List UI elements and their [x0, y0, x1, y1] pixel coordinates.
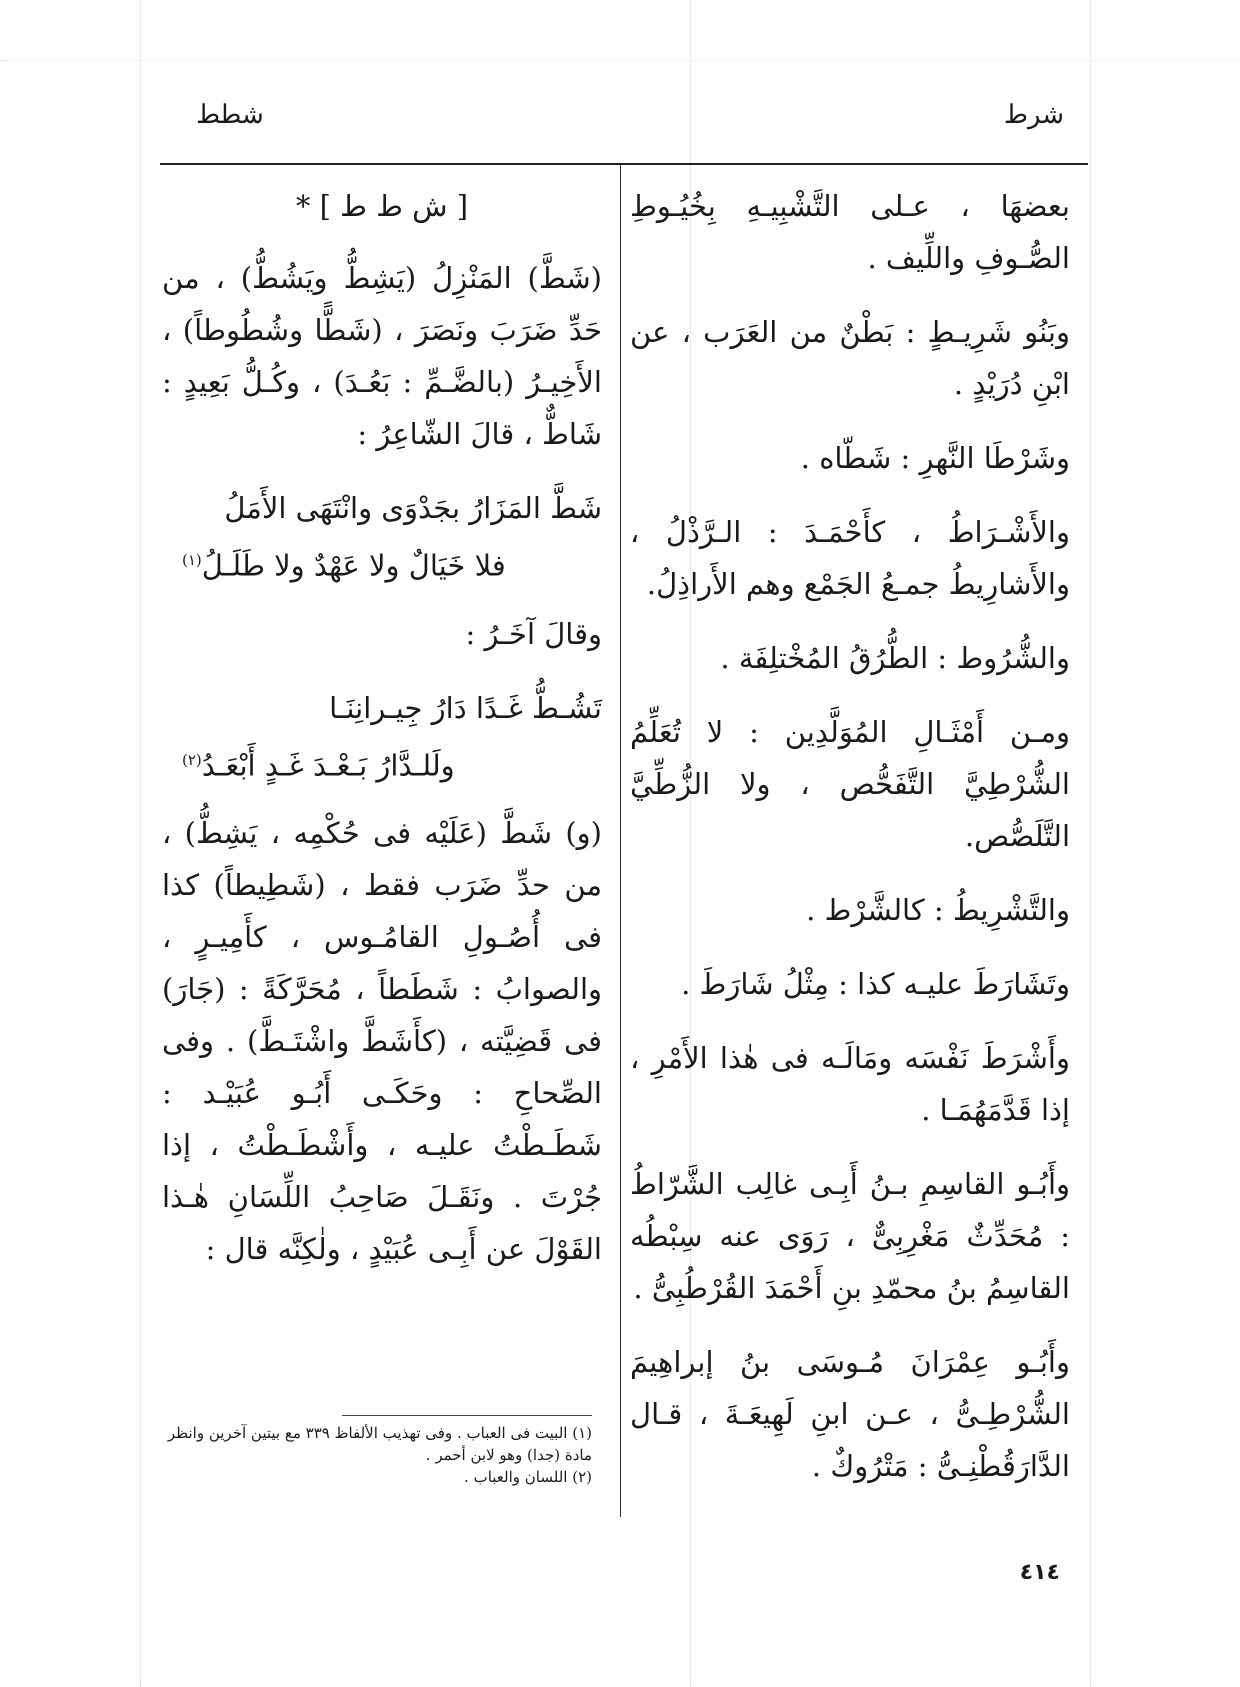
root-heading: [ ش ط ط ] *: [295, 189, 469, 223]
entry-paragraph: وشَرْطَا النَّهرِ : شَطّاه .: [800, 441, 1070, 475]
verse-line: [162, 534, 602, 592]
scan-artifact-line: [1090, 0, 1091, 1687]
column-divider: [620, 165, 621, 1517]
page-number: ٤١٤: [1019, 1560, 1060, 1585]
scan-artifact-line: [0, 60, 1240, 61]
verse-text: ولَلـدَّارُ بَـعْـدَ غَـدٍ أَبْعَـدُ: [201, 748, 455, 783]
footnote-marker: (١): [182, 551, 202, 569]
entry-paragraph: بعضهَا ، عـلى التَّشْبِيـهِ بِخُيُـوطِ الصُّـوفِ واللِّيف .: [630, 189, 1070, 275]
verse-line: [162, 734, 602, 792]
entry-paragraph: وأَشْرَطَ نَفْسَه ومَالَـه فى هٰذا الأَمْرِ ، إذا قَدَّمَهُمَـا .: [630, 1041, 1070, 1127]
right-column: [630, 180, 1070, 1514]
left-column: [162, 180, 602, 1297]
footnote: (١) البيت فى العباب . وفى تهذيب الألفاظ ٣٣٩ مع بيتين آخرين وانظر مادة (جدا) وهو لابن أحمر .: [167, 1424, 592, 1464]
running-header-right: شرط: [1003, 100, 1064, 130]
running-header-left: شطط: [196, 100, 264, 130]
entry-paragraph: وتَشَارَطَ عليـه كذا : مِثْلُ شَارَطَ .: [681, 967, 1070, 1001]
verse-line: شَطَّ المَزَارُ بجَدْوَى وانْتَهَى الأَمَلُ: [224, 491, 602, 525]
header-rule: [160, 163, 1088, 165]
entry-paragraph: والشُّرُوط : الطُّرُقُ المُخْتلِفَة .: [720, 641, 1070, 675]
entry-paragraph: وبَنُو شَرِيـطٍ : بَطْنٌ من العَرَب ، عن ابْنِ دُرَيْدٍ .: [630, 315, 1070, 401]
verse-line: تَشُـطُّ غَـدًا دَارُ جِيـرانِنَـا: [329, 690, 602, 725]
entry-paragraph: (و) شَطَّ (عَلَيْه فى حُكْمِه ، يَشِطُّ) ، من حدِّ ضَرَب فقط ، (شَطِيطاً) كذا فى أُصُـولِ القامُـوس ، كأَمِيـرٍ ، والصوابُ : شَطَطاً ، مُحَرَّكَةً : (جَارَ) فى قَضِيَّته ، (كأَشَطَّ واشْتَـطَّ) . وفى الصِّحاحِ : وحَكَـى أَبُـو عُبَيْـد : شَطَـطْتُ عليـه ، وأَشْطَـطْتُ ، إذا جُرْتَ . ونَقَـلَ صَاحِبُ اللِّسَانِ هٰـذا القَوْلَ عن أَبِـى عُبَيْدٍ ، ولٰكِنَّه قال :: [162, 816, 602, 1267]
footnotes: [162, 1422, 592, 1488]
entry-paragraph: وأَبُـو عِمْرَانَ مُـوسَى بنُ إبراهِيمَ الشُّرْطِـىُّ ، عـن ابنِ لَهِيعَـةَ ، قـال الدَّارَقُطْنِـىُّ : مَتْرُوكٌ .: [630, 1345, 1070, 1483]
entry-paragraph: ومـن أَمْثَـالِ المُوَلَّدِين : لا تُعَلِّمُ الشُّرْطِيَّ التَّفَحُّص ، ولا الزُّطِّيَّ التَّلَصُّص.: [630, 715, 1070, 853]
scan-artifact-line: [140, 0, 141, 1687]
verse-intro: وقالَ آخَـرُ :: [465, 616, 602, 651]
entry-paragraph: والتَّشْرِيطُ : كالشَّرْط .: [806, 893, 1070, 927]
entry-paragraph: (شَطَّ) المَنْزِلُ (يَشِطُّ ويَشُطُّ) ، من حَدِّ ضَرَبَ ونَصَرَ ، (شَطًّا وشُطُوطاً) ، الأَخِيـرُ (بالضَّـمِّ : بَعُـدَ) ، وكُـلُّ بَعِيدٍ : شَاطٌّ ، قالَ الشّاعِرُ :: [162, 261, 602, 451]
entry-paragraph: وأَبُـو القاسِمِ بـنُ أَبِـى غالِب الشَّرّاطُ : مُحَدِّثٌ مَغْرِبِىٌّ ، رَوَى عنه سِبْطُه القاسِمُ بنُ محمّدِ بنِ أَحْمَدَ القُرْطُبِىُّ .: [630, 1167, 1070, 1305]
footnote-rule: [342, 1415, 592, 1416]
footnote: (٢) اللسان والعباب .: [464, 1468, 592, 1486]
verse-text: فلا خَيَالٌ ولا عَهْدٌ ولا طَلَـلُ: [201, 548, 506, 583]
footnote-marker: (٢): [182, 750, 202, 769]
entry-paragraph: والأَشْـرَاطُ ، كأَحْمَـدَ : الـرَّذْلُ ، والأَشارِيطُ جمـعُ الجَمْع وهم الأَراذِلُ.: [630, 515, 1070, 601]
